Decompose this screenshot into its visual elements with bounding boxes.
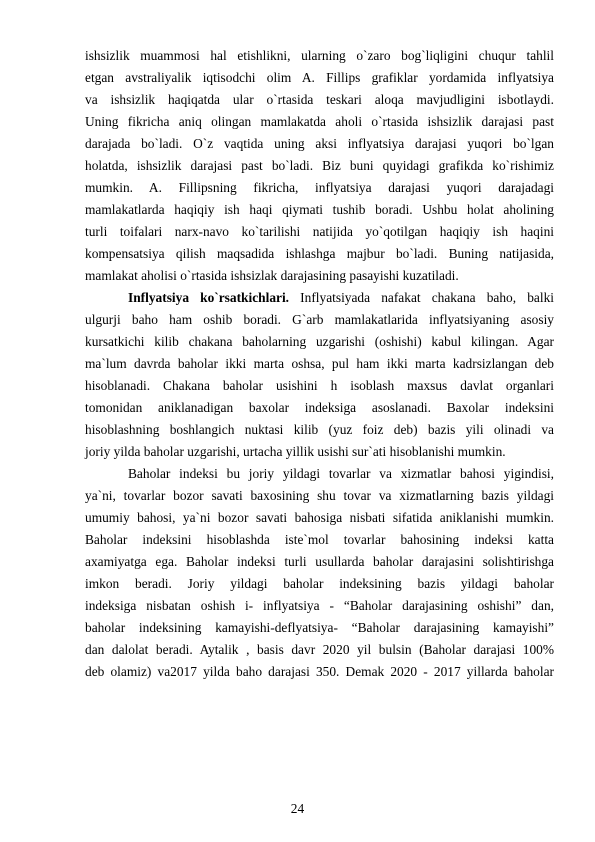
text-line: etgan avstraliyalik iqtisodchi olim A. Fillips grafiklar yordamida inflyatsiya bbox=[85, 70, 554, 85]
text-line: joriy yilda baholar uzgarishi, urtacha yillik usishi sur`ati hisoblanishi mumkin. bbox=[85, 444, 506, 459]
text-line: tomonidan aniklanadigan baxolar indeksiga asoslanadi. Baxolar indeksini bbox=[85, 400, 554, 415]
text-line: mamlakatlarda haqiqiy ish haqi qiymati tushib boradi. Ushbu holat aholining bbox=[85, 202, 554, 217]
page-number: 24 bbox=[290, 801, 305, 816]
text-line: ma`lum davrda baholar ikki marta oshsa, pul ham ikki marta kadrsizlangan deb bbox=[85, 356, 554, 371]
text-line: kompensatsiya qilish maqsadida ishlashga majbur bo`ladi. Buning natijasida, bbox=[85, 246, 554, 261]
text-line: mumkin. A. Fillipsning fikricha, inflyatsiya darajasi yuqori darajadagi bbox=[85, 180, 554, 195]
text-line: ishsizlik muammosi hal etishlikni, ularning o`zaro bog`liqligini chuqur tahlil bbox=[85, 48, 554, 63]
text-line: hisoblanadi. Chakana baholar usishini h isoblash maxsus davlat organlari bbox=[85, 378, 554, 393]
text-line: axamiyatga ega. Baholar indeksi turli usullarda baholar darajasini solishtirishga bbox=[85, 554, 554, 569]
paragraph-heading-line bbox=[128, 289, 554, 307]
text-line: mamlakat aholisi o`rtasida ishsizlak darajasining pasayishi kuzatiladi. bbox=[85, 268, 459, 283]
text-line: imkon beradi. Joriy yildagi baholar indeksining bazis yildagi baholar bbox=[85, 576, 554, 591]
text-line: va ishsizlik haqiqatda ular o`rtasida teskari aloqa mavjudligini isbotlaydi. bbox=[85, 92, 554, 107]
text-line: baholar indeksining kamayishi-deflyatsiya- “Baholar darajasining kamayishi” bbox=[85, 620, 554, 635]
text-line: kursatkichi kilib chakana baholarning uzgarishi (oshishi) kabul kilingan. Agar bbox=[85, 334, 554, 349]
text-line: Baholar indeksini hisoblashda iste`mol tovarlar bahosining indeksi katta bbox=[85, 532, 554, 547]
section-heading: Inflyatsiya ko`rsatkichlari. bbox=[128, 290, 290, 305]
text-line: Uning fikricha aniq olingan mamlakatda aholi o`rtasida ishsizlik darajasi past bbox=[85, 114, 554, 129]
text-line: hisoblashning boshlangich nuktasi kilib (yuz foiz deb) bazis yili olinadi va bbox=[85, 422, 554, 437]
text-line: Baholar indeksi bu joriy yildagi tovarlar va xizmatlar bahosi yigindisi, bbox=[128, 466, 554, 481]
text-line: umumiy bahosi, ya`ni bozor savati bahosiga nisbati sifatida aniklanishi mumkin. bbox=[85, 510, 554, 525]
text-line: holatda, ishsizlik darajasi past bo`ladi. Biz buni quyidagi grafikda ko`rishimiz bbox=[85, 158, 554, 173]
text-line: deb olamiz) va2017 yilda baho darajasi 350. Demak 2020 - 2017 yillarda baholar bbox=[85, 664, 554, 679]
text-line: ulgurji baho ham oshib boradi. G`arb mamlakatlarida inflyatsiyaning asosiy bbox=[85, 312, 554, 327]
text-line: indeksiga nisbatan oshish i- inflyatsiya - “Baholar darajasining oshishi” dan, bbox=[85, 598, 554, 613]
text-line: ya`ni, tovarlar bozor savati baxosining shu tovar va xizmatlarning bazis yildagi bbox=[85, 488, 554, 503]
text-line: darajada bo`ladi. O`z vaqtida uning aksi inflyatsiya darajasi yuqori bo`lgan bbox=[85, 136, 554, 151]
text-span: Inflyatsiyada nafakat chakana baho, balki bbox=[289, 290, 554, 305]
text-line: turli toifalari narx-navo ko`tarilishi natijida yo`qotilgan haqiqiy ish haqini bbox=[85, 224, 554, 239]
text-line: dan dalolat beradi. Aytalik , basis davr 2020 yil bulsin (Baholar darajasi 100% bbox=[85, 642, 554, 657]
